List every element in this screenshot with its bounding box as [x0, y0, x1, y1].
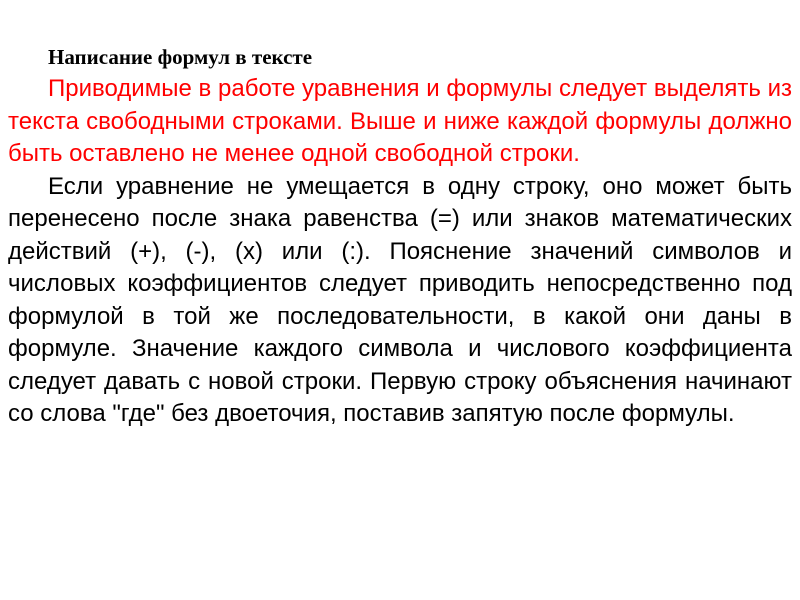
slide-heading: Написание формул в тексте — [48, 45, 313, 69]
slide-body — [8, 73, 792, 431]
paragraph-formula-wrapping: Если уравнение не умещается в одну строку, оно может быть перенесено после знака равенства (=) или знаков математических действий (+), (-), (х) или (:). Пояснение значений символов и числовых коэффициентов следует приводить непосредственно под формулой в той же последовательности, в какой они даны в формуле. Значение каждого символа и числового коэффициента следует давать с новой строки. Первую строку объяснения начинают со слова "где" без двоеточия, поставив запятую после формулы. — [8, 172, 792, 427]
paragraph-formula-spacing: Приводимые в работе уравнения и формулы следует выделять из текста свободными строками. Выше и ниже каждой формулы должно быть оставлено не менее одной свободной строки. — [8, 75, 792, 167]
